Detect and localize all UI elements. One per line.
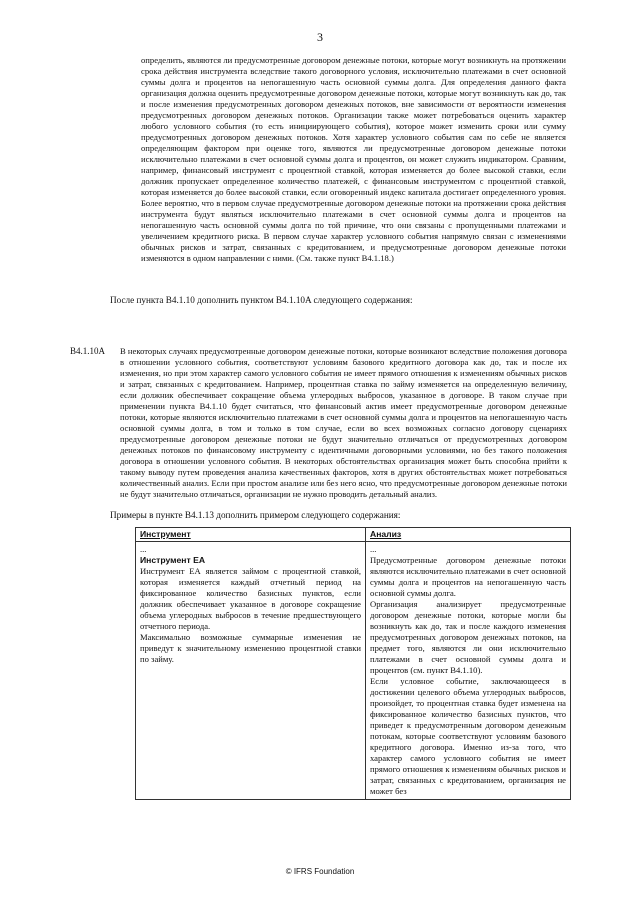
section-label: B4.1.10A [70,346,106,356]
instrument-cell [136,542,366,800]
amendment-instruction: После пункта B4.1.10 дополнить пунктом B4.1.10A следующего содержания: [110,295,413,305]
header-instrument: Инструмент [136,528,366,542]
table-header-row [136,528,571,542]
examples-instruction: Примеры в пункте B4.1.13 дополнить примером следующего содержания: [110,510,401,520]
instrument-description: Инструмент ЕА является займом с процентной ставкой, которая изменяется каждый отчетный период на фиксированное количество базисных пунктов, если должник обеспечивает указанное в договоре сокращение объема углеродных выбросов в течение предшествующего отчетного периода. [140,566,361,631]
intro-paragraph: определить, являются ли предусмотренные договором денежные потоки, которые могут возникнуть на протяжении срока действия инструмента вследствие такого договорного условия, исключительно платежами в счет основной суммы долга и процентов на непогашенную часть основной суммы долга. Для определения данного факта организация должна оценить предусмотренные договором денежные потоки, которые могут возникнуть как до, так и после изменения предусмотренных договором денежных потоков, вне зависимости от вероятности изменения предусмотренных договором денежных потоков. Организации также может потребоваться оценить характер любого условного события (то есть инициирующего события), которое может изменить сроки или сумму предусмотренных договором денежных потоков. Хотя характер условного события сам по себе не является определяющим фактором при оценке того, являются ли предусмотренные договором денежные потоки исключительно платежами в счет основной суммы долга и процентов, он может служить индикатором. Сравним, например, финансовый инструмент с процентной ставкой, которая изменяется до более высокой ставки, если должник пропускает определенное количество платежей, с финансовым инструментом с процентной ставкой, которая изменяется до более высокой ставки, если оговоренный индекс капитала достигает определенного уровня. Более вероятно, что в первом случае предусмотренные договором денежные потоки на протяжении срока действия инструмента будут являться исключительно платежами в счет основной суммы долга и процентов на непогашенную часть основной суммы долга по той причине, что они связаны с пропущенными платежами и увеличением кредитного риска. В первом случае характер условного события напрямую связан с изменениями обычных рисков и затрат, связанных с кредитованием, и предусмотренные договором денежные потоки изменяются в одном направлении с ними. (См. также пункт B4.1.18.) [141,55,566,263]
instrument-title: Инструмент ЕА [140,555,206,565]
ellipsis: ... [140,544,147,554]
analysis-conclusion: Предусмотренные договором денежные потоки являются исключительно платежами в счет основной суммы долга и процентов на непогашенную часть основной суммы долга. [370,555,566,598]
analysis-method: Организация анализирует предусмотренные договором денежные потоки, которые могли бы возникнуть как до, так и после каждого изменения предусмотренных договором денежных потоков, на предмет того, являются ли они исключительно платежами в счет основной суммы долга и процентов (см. пункт B4.1.10). [370,599,566,675]
footer-copyright: © IFRS Foundation [285,867,355,876]
ellipsis: ... [370,544,377,554]
header-analysis: Анализ [366,528,571,542]
instrument-note: Максимально возможные суммарные изменения не приведут к значительному изменению процентной ставки по займу. [140,632,361,664]
section-text: В некоторых случаях предусмотренные договором денежные потоки, которые возникают вследствие положения договора в отношении условного события, соответствуют условиям базового кредитного договора как до, так и после их изменения, но при этом характер самого условного события не имеет прямого отношения к изменениям обычных рисков и затрат, связанных с кредитованием. Например, процентная ставка по займу изменяется на определенную величину, если должник обеспечивает сокращение объема углеродных выбросов, указанное в договоре. В таком случае при применении пункта B4.1.10 будет считаться, что финансовый актив имеет предусмотренные договором денежные потоки, которые являются исключительно платежами в счет основной суммы долга и процентов на непогашенную часть основной суммы долга, в том и только в том случае, если во всех возможных согласно договору сценариях предусмотренные договором денежные потоки не будут значительно отличаться от предусмотренных договором денежных потоков по финансовому инструменту с идентичными договорными условиями, но без такого положения договора в отношении условного события. В некоторых обстоятельствах организация может быть способна прийти к такому выводу путем проведения анализа качественных факторов, хотя в других обстоятельствах может потребоваться количественный анализ. Если при простом анализе или без него ясно, что предусмотренные договором денежные потоки не будут значительно отличаться, организации не нужно проводить детальный анализ. [120,346,567,499]
page-number: 3 [317,30,323,44]
table-row [136,542,571,800]
examples-table [135,527,571,800]
analysis-event: Если условное событие, заключающееся в достижении целевого объема углеродных выбросов, произойдет, то процентная ставка будет изменена на фиксированное количество базисных пунктов, что приведет к предусмотренным договором денежным потокам, которые соответствуют условиям базового кредитного договора. Именно из-за того, что характер самого условного события не имеет прямого отношения к изменениям обычных рисков и затрат, связанных с кредитованием, организация не может без [370,676,566,796]
analysis-cell [366,542,571,800]
